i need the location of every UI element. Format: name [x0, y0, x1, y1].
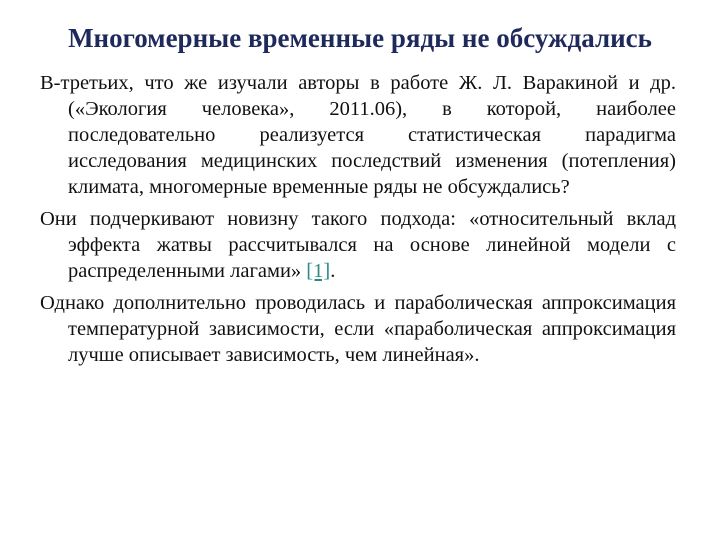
paragraph-parabolic	[40, 290, 676, 368]
paragraph-varakina	[40, 70, 676, 200]
slide-title: Многомерные временные ряды не обсуждались	[68, 23, 652, 53]
paragraph-text: Однако дополнительно проводилась и параболическая аппроксимация температурной зависимости, если «параболическая аппроксимация лучше описывает зависимость, чем линейная».	[40, 292, 676, 366]
slide-body	[40, 70, 676, 374]
reference-link[interactable]: [1]	[306, 260, 331, 282]
paragraph-tail: .	[330, 260, 336, 282]
paragraph-text: Они подчеркивают новизну такого подхода: «относительный вклад эффекта жатвы рассчитывался на основе линейной модели с распределенными лагами»	[40, 208, 676, 282]
paragraph-text: В-третьих, что же изучали авторы в работе Ж. Л. Варакиной и др. («Экология человека», 2011.06), в которой, наиболее последовательно реализуется статистическая парадигма исследования медицинских последствий изменения (потепления) климата, многомерные временные ряды не обсуждались?	[40, 72, 676, 198]
paragraph-novelty	[40, 206, 676, 284]
